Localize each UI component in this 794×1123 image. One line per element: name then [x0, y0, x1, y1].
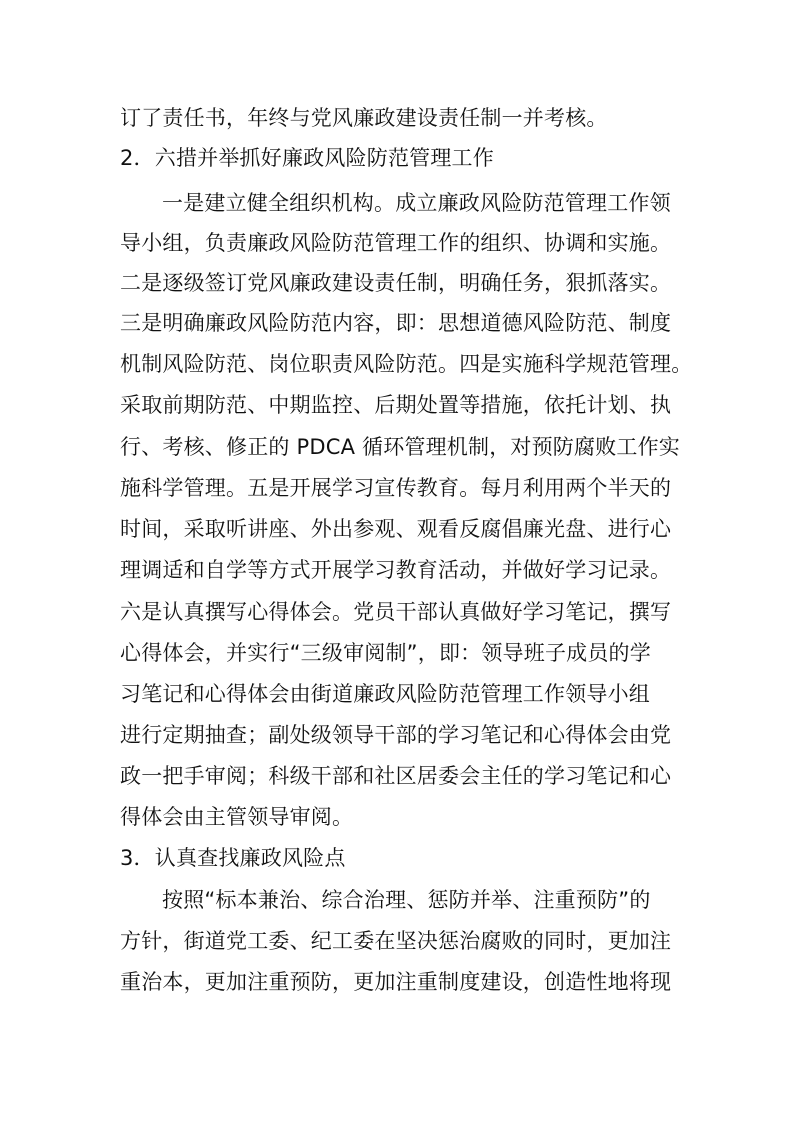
text-line-17: 政一把手审阅；科级干部和社区居委会主任的学习笔记和心	[120, 764, 672, 788]
text-line-20: 按照“标本兼治、综合治理、惩防并举、注重预防”的	[162, 888, 651, 912]
text-line-10: 施科学管理。五是开展学习宣传教育。每月利用两个半天的	[120, 476, 672, 500]
text-line-14: 心得体会，并实行“三级审阅制”，即：领导班子成员的学	[120, 641, 651, 665]
text-line-1: 订了责任书，年终与党风廉政建设责任制一并考核。	[120, 106, 608, 130]
text-line-3: 一是建立健全组织机构。成立廉政风险防范管理工作领	[162, 191, 671, 215]
text-line-22: 重治本，更加注重预防，更加注重制度建设，创造性地将现	[120, 970, 672, 994]
text-line-15: 习笔记和心得体会由街道廉政风险防范管理工作领导小组	[120, 682, 650, 706]
text-line-21: 方针，街道党工委、纪工委在坚决惩治腐败的同时，更加注	[120, 929, 672, 953]
section-heading-2: 2．六措并举抓好廉政风险防范管理工作	[120, 146, 494, 170]
text-line-7: 机制风险防范、岗位职责风险防范。四是实施科学规范管理。	[120, 352, 693, 376]
text-line-13: 六是认真撰写心得体会。党员干部认真做好学习笔记，撰写	[120, 600, 672, 624]
text-line-9: 行、考核、修正的 PDCA 循环管理机制，对预防腐败工作实	[120, 435, 681, 459]
text-line-12: 理调适和自学等方式开展学习教育活动，并做好学习记录。	[120, 558, 672, 582]
text-line-4: 导小组，负责廉政风险防范管理工作的组织、协调和实施。	[120, 231, 672, 255]
text-line-16: 进行定期抽查；副处级领导干部的学习笔记和心得体会由党	[120, 723, 672, 747]
section-heading-3: 3．认真查找廉政风险点	[120, 846, 346, 870]
text-line-8: 采取前期防范、中期监控、后期处置等措施，依托计划、执	[120, 393, 672, 417]
text-line-6: 三是明确廉政风险防范内容，即：思想道德风险防范、制度	[120, 311, 672, 335]
text-line-11: 时间，采取听讲座、外出参观、观看反腐倡廉光盘、进行心	[120, 517, 672, 541]
text-line-5: 二是逐级签订党风廉政建设责任制，明确任务，狠抓落实。	[120, 271, 672, 295]
text-line-18: 得体会由主管领导审阅。	[120, 805, 354, 829]
